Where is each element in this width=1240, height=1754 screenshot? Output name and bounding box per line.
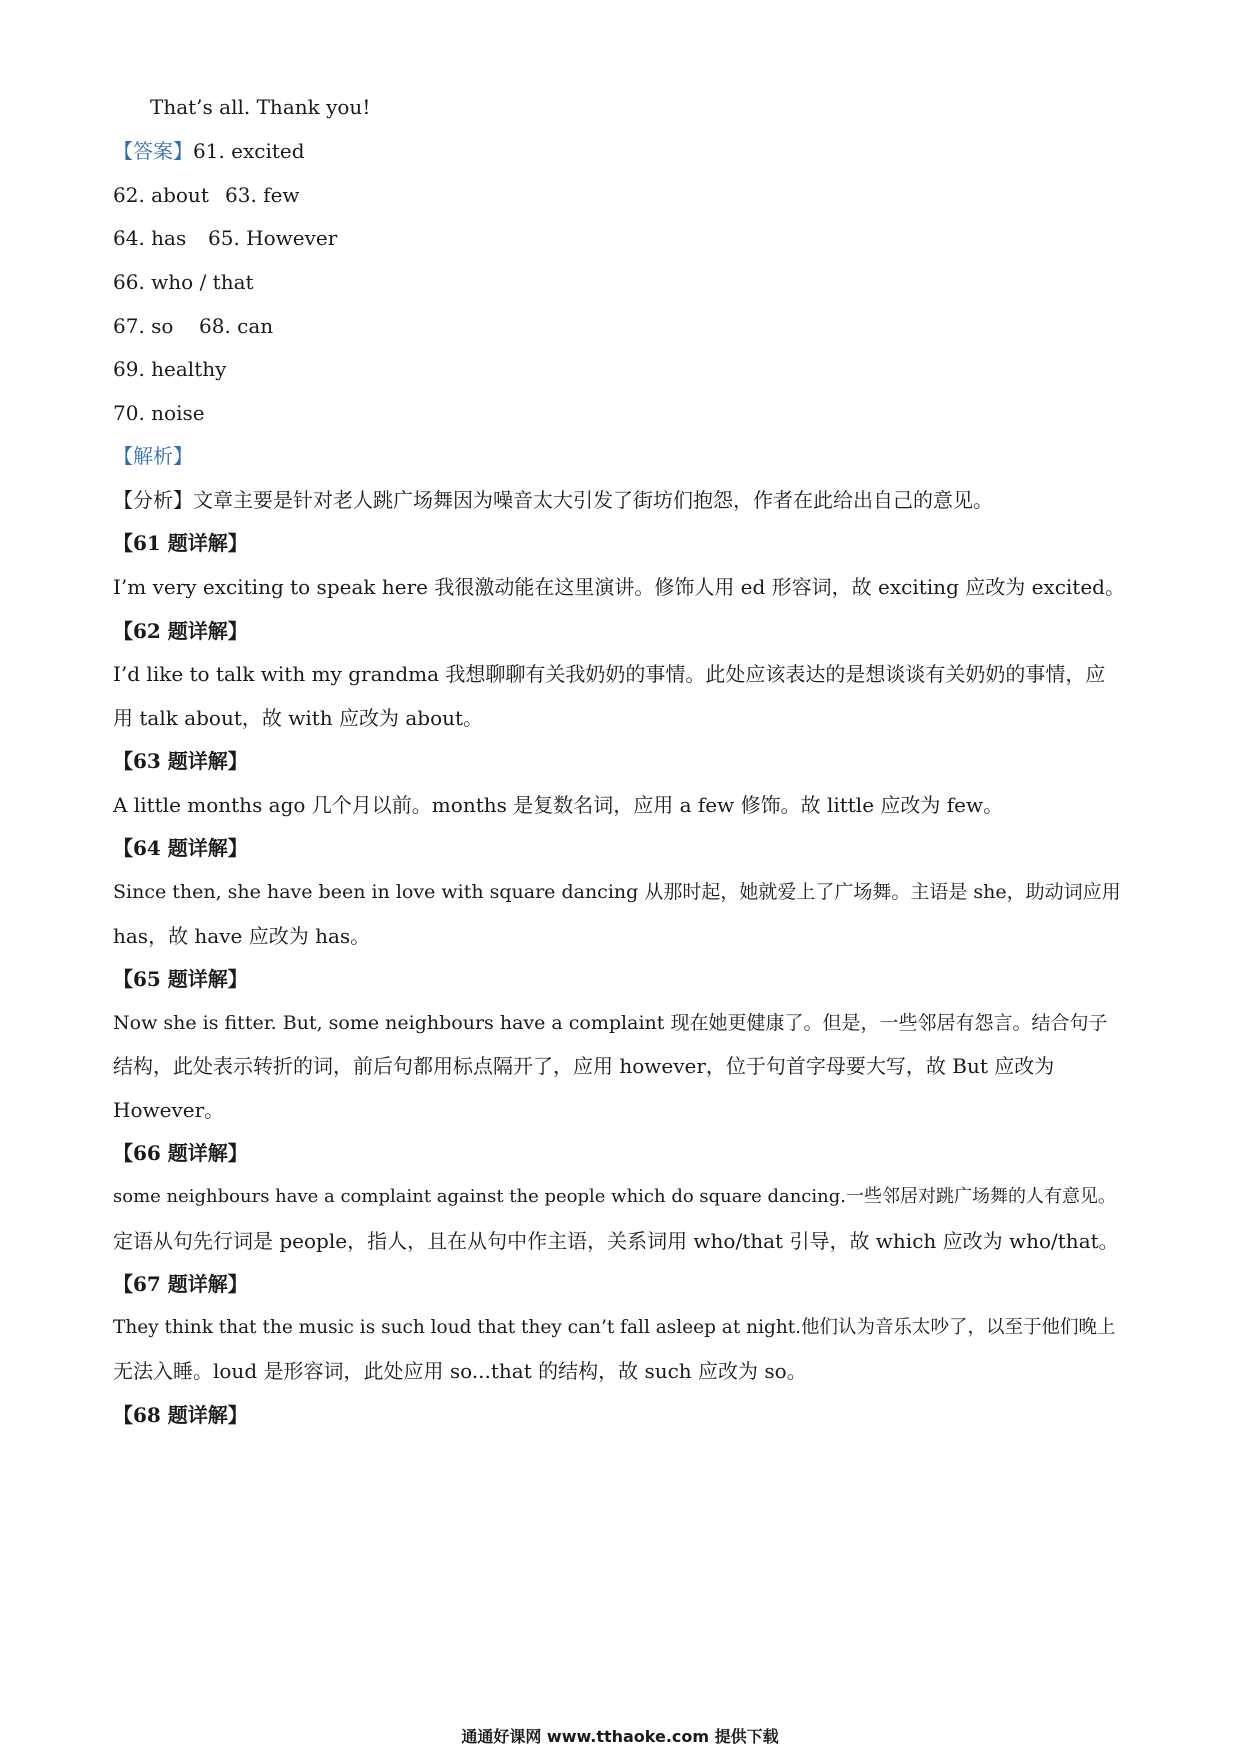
- detail-text-63: A little months ago 几个月以前。months 是复数名词，应用 a few 修饰。故 little 应改为 few。: [113, 793, 1004, 817]
- detail-heading-62: 【62 题详解】: [113, 619, 248, 643]
- answer-70: 70. noise: [113, 401, 205, 425]
- answer-row-5: [113, 313, 1133, 339]
- detail-text-65-line1: Now she is fitter. But, some neighbours have a complaint 现在她更健康了。但是，一些邻居有怨言。结合句子: [113, 1012, 1108, 1034]
- detail-text-66-line1: some neighbours have a complaint against the people which do square dancing.一些邻居对跳广场舞的人有意见。: [113, 1186, 1116, 1207]
- answer-66: 66. who / that: [113, 270, 254, 294]
- detail-text-67-line2: 无法入睡。loud 是形容词，此处应用 so...that 的结构，故 such 应改为 so。: [113, 1359, 807, 1383]
- detail-text-67-line1: They think that the music is such loud that they can’t fall asleep at night.他们认为音乐太吵了，以至于他们晚上: [113, 1317, 1116, 1338]
- detail-text-62-line1: I’d like to talk with my grandma 我想聊聊有关我奶奶的事情。此处应该表达的是想谈谈有关奶奶的事情，应: [113, 662, 1106, 686]
- answer-67: 67. so: [113, 314, 174, 338]
- page-footer: 通通好课网 www.tthaoke.com 提供下载: [461, 1727, 779, 1746]
- detail-text-64-line1: Since then, she have been in love with square dancing 从那时起，她就爱上了广场舞。主语是 she，助动词应用: [113, 881, 1121, 903]
- detail-heading-68: 【68 题详解】: [113, 1403, 248, 1427]
- answer-65: 65. However: [208, 226, 338, 250]
- detail-text-62-line2: 用 talk about，故 with 应改为 about。: [113, 706, 484, 730]
- answer-68: 68. can: [199, 314, 274, 338]
- detail-heading-66: 【66 题详解】: [113, 1141, 248, 1165]
- answer-63: 63. few: [225, 183, 300, 207]
- detail-heading-64: 【64 题详解】: [113, 836, 248, 860]
- summary-line: 【分析】文章主要是针对老人跳广场舞因为噪音太大引发了街坊们抱怨，作者在此给出自己的意见。: [113, 488, 993, 512]
- answer-69: 69. healthy: [113, 357, 227, 381]
- answer-64: 64. has: [113, 226, 187, 250]
- answer-row-3: [113, 225, 1133, 251]
- detail-heading-65: 【65 题详解】: [113, 967, 248, 991]
- answer-61: 61. excited: [193, 139, 305, 163]
- analysis-label: 【解析】: [113, 444, 193, 468]
- answer-label: 【答案】: [113, 139, 193, 163]
- detail-text-65-line2: 结构，此处表示转折的词，前后句都用标点隔开了，应用 however，位于句首字母要大写，故 But 应改为: [113, 1054, 1055, 1078]
- detail-heading-67: 【67 题详解】: [113, 1272, 248, 1296]
- detail-text-64-line2: has，故 have 应改为 has。: [113, 924, 371, 948]
- detail-text-66-line2: 定语从句先行词是 people，指人，且在从句中作主语，关系词用 who/that 引导，故 which 应改为 who/that。: [113, 1229, 1119, 1253]
- detail-heading-63: 【63 题详解】: [113, 749, 248, 773]
- answer-62: 62. about: [113, 183, 209, 207]
- detail-text-65-line3: However。: [113, 1098, 225, 1122]
- answer-row-2: [113, 182, 1133, 208]
- answer-row-1: [113, 138, 1133, 164]
- detail-text-61: I’m very exciting to speak here 我很激动能在这里演讲。修饰人用 ed 形容词，故 exciting 应改为 excited。: [113, 575, 1125, 599]
- detail-heading-61: 【61 题详解】: [113, 531, 248, 555]
- closing-line: That’s all. Thank you!: [150, 95, 371, 119]
